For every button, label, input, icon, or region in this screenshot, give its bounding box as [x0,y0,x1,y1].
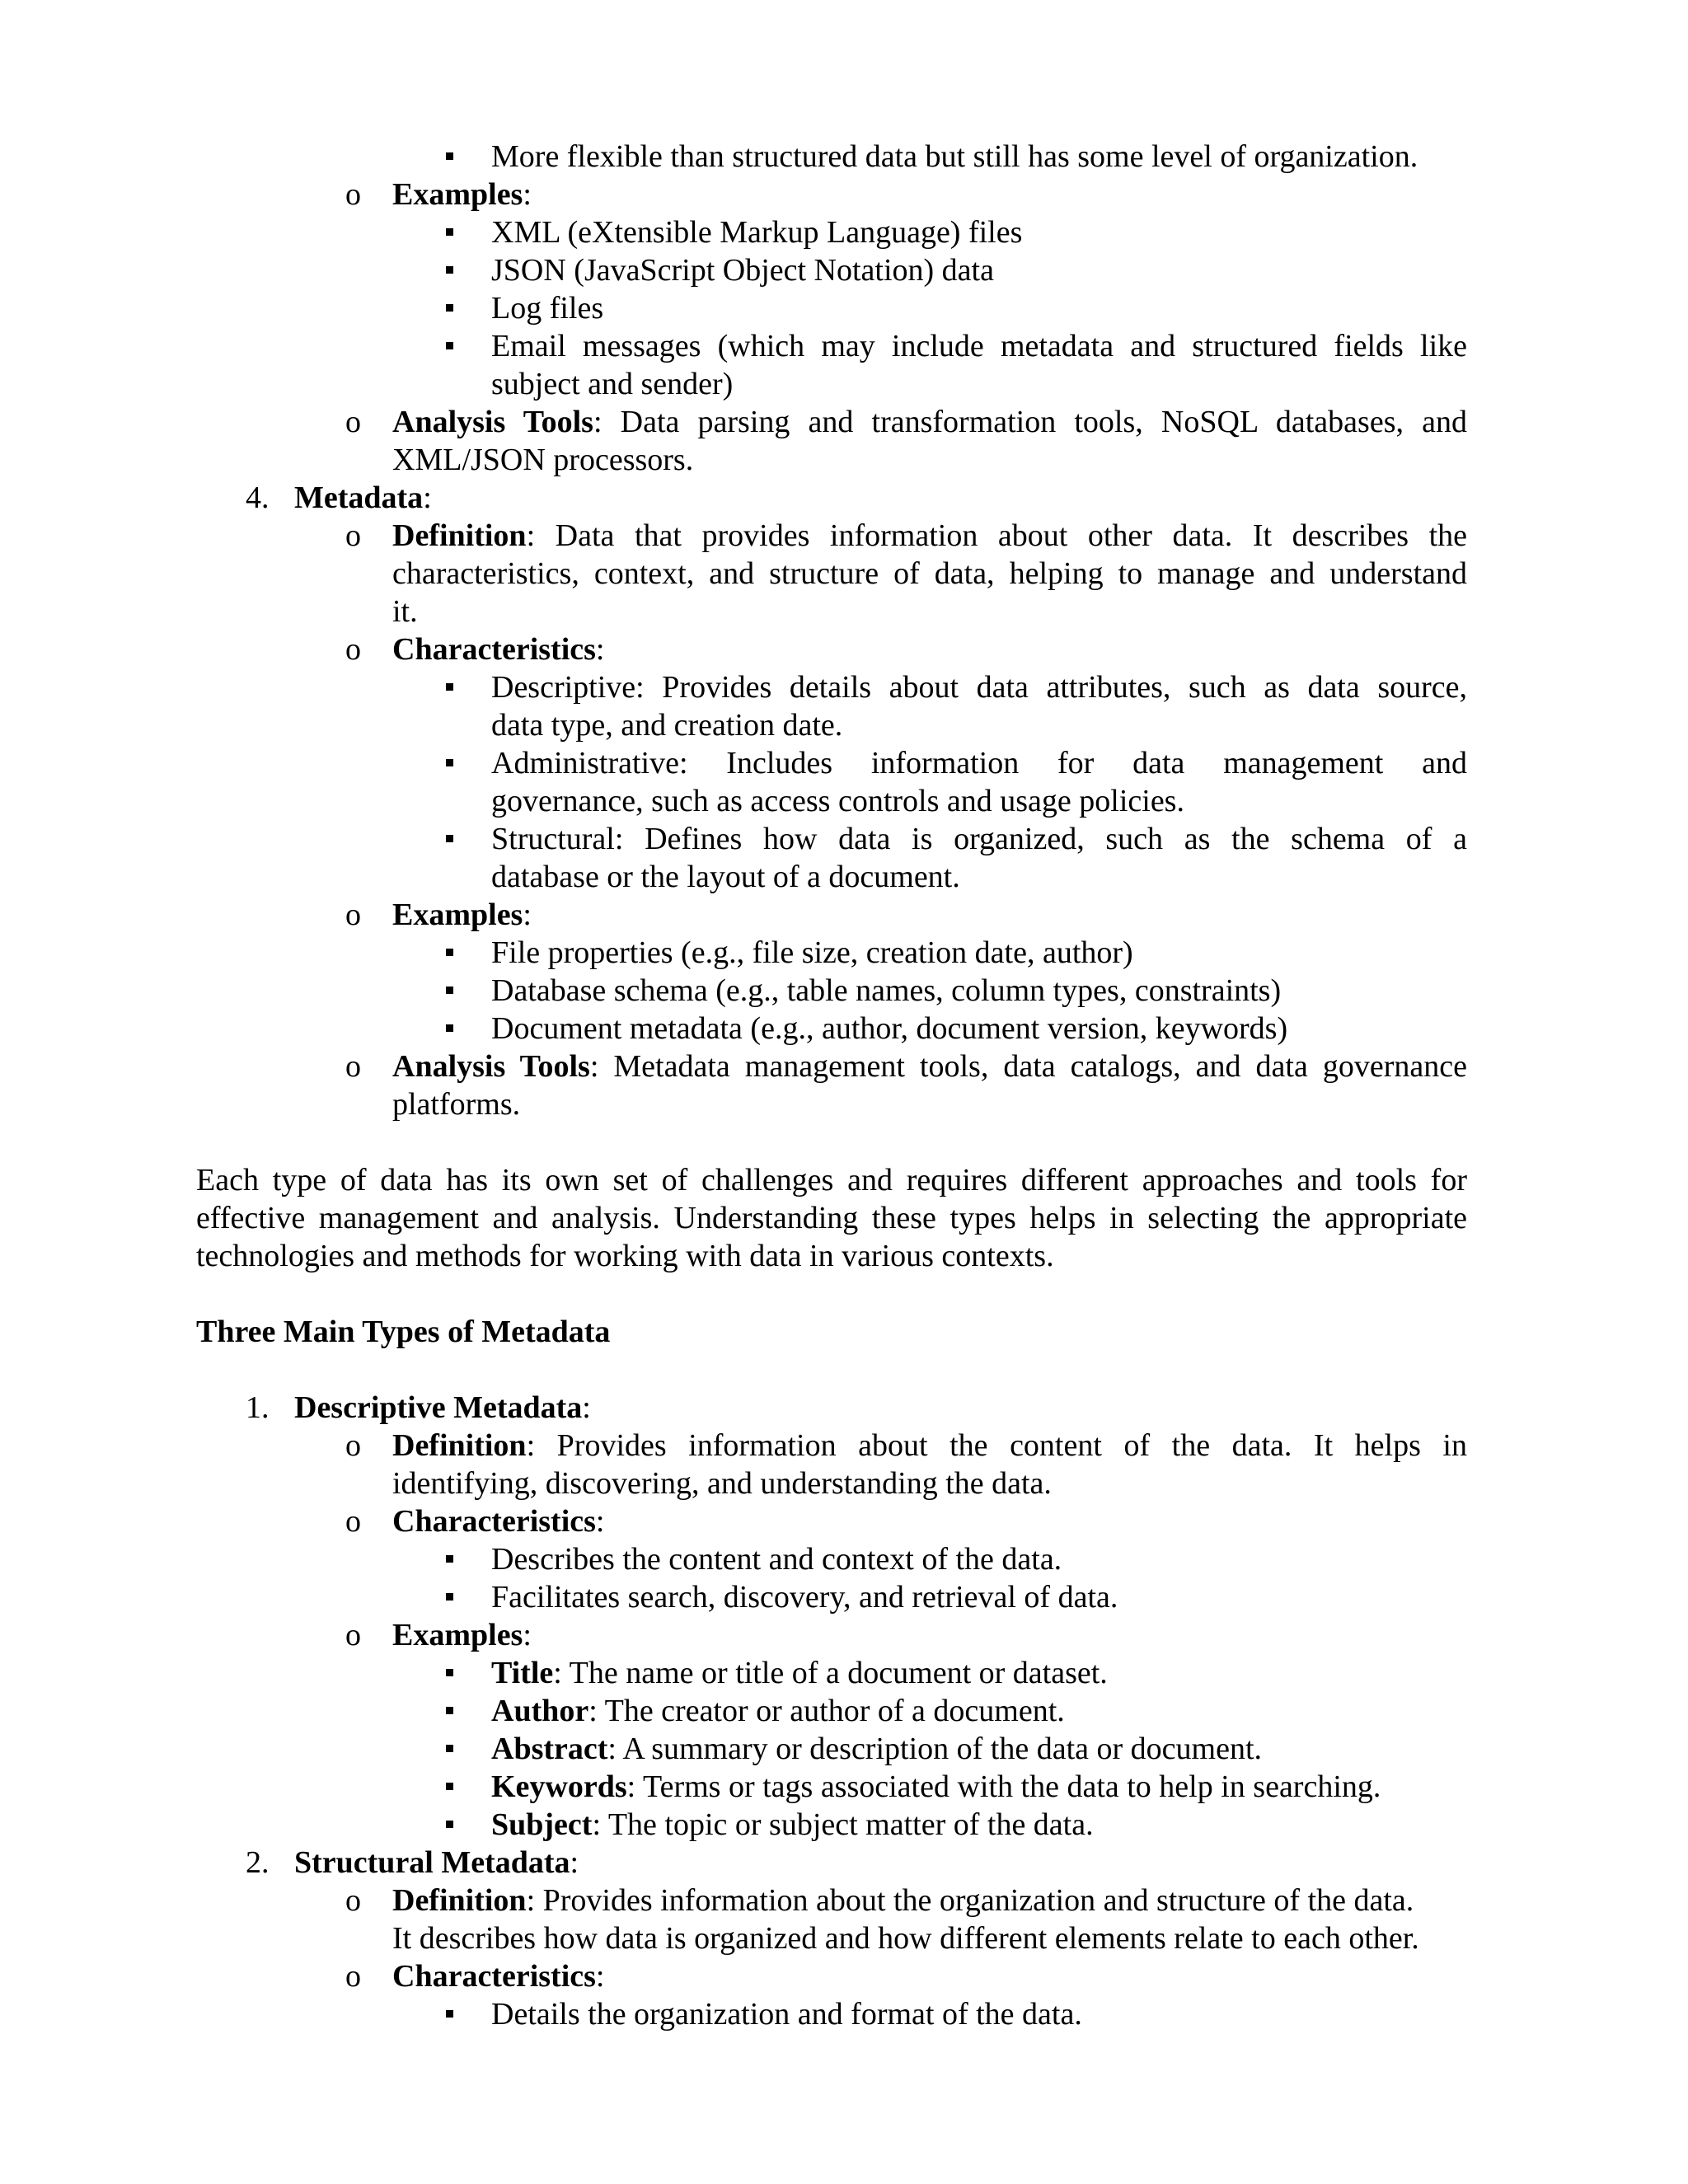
list-item: Document metadata (e.g., author, document version, keywords) [491,1011,1288,1046]
section-item-title: Structural Metadata: [294,1845,579,1880]
list-item-continuation: subject and sender) [491,367,734,401]
square-bullet-icon [446,342,453,349]
list-item: Characteristics: [392,632,605,667]
list-item: Characteristics: [392,1959,605,1994]
list-item: Details the organization and format of the data. [491,1997,1082,2032]
circle-bullet-icon: o [345,1883,361,1918]
square-bullet-icon [446,1707,453,1714]
list-item: Database schema (e.g., table names, column types, constraints) [491,973,1282,1008]
summary-paragraph: effective management and analysis. Understanding these types helps in selecting the appropriate [196,1201,1467,1235]
summary-paragraph: technologies and methods for working with data in various contexts. [196,1239,1054,1273]
list-item-continuation: data type, and creation date. [491,708,843,743]
definition-label: Definition [392,1428,527,1463]
list-item: Facilitates search, discovery, and retrieval of data. [491,1580,1118,1615]
circle-bullet-icon: o [345,405,361,439]
list-item: XML (eXtensible Markup Language) files [491,215,1023,250]
square-bullet-icon [446,1669,453,1676]
characteristics-label: Characteristics [392,1504,596,1539]
circle-bullet-icon: o [345,632,361,667]
square-bullet-icon [446,759,453,766]
list-item: Definition: Data that provides information about other data. It describes the [392,518,1467,553]
list-item-continuation: It describes how data is organized and how different elements relate to each other. [392,1921,1419,1956]
square-bullet-icon [446,949,453,956]
list-item: Analysis Tools: Data parsing and transformation tools, NoSQL databases, and [392,405,1467,439]
square-bullet-icon [446,1821,453,1828]
square-bullet-icon [446,228,453,236]
list-number: 4. [246,480,270,515]
list-item-continuation: XML/JSON processors. [392,443,694,477]
list-item: Examples: [392,898,532,932]
circle-bullet-icon: o [345,1959,361,1994]
list-item: Abstract: A summary or description of the data or document. [491,1732,1263,1766]
circle-bullet-icon: o [345,1618,361,1652]
list-item: Analysis Tools: Metadata management tools, data catalogs, and data governance [392,1049,1467,1084]
square-bullet-icon [446,152,453,160]
characteristics-label: Characteristics [392,632,596,667]
definition-label: Definition [392,518,527,553]
list-item: Structural: Defines how data is organized, such as the schema of a [491,822,1467,856]
list-item: Characteristics: [392,1504,605,1539]
section-item-title: Metadata: [294,480,432,515]
list-item-continuation: platforms. [392,1087,521,1122]
circle-bullet-icon: o [345,177,361,212]
list-item: Title: The name or title of a document or dataset. [491,1656,1108,1690]
list-item: Descriptive: Provides details about data attributes, such as data source, [491,670,1467,705]
square-bullet-icon [446,1783,453,1790]
list-item-continuation: database or the layout of a document. [491,860,960,894]
square-bullet-icon [446,266,453,274]
circle-bullet-icon: o [345,1504,361,1539]
list-item-continuation: identifying, discovering, and understanding the data. [392,1466,1052,1501]
list-item: Log files [491,291,604,326]
square-bullet-icon [446,1555,453,1563]
characteristics-label: Characteristics [392,1959,596,1994]
list-item: Administrative: Includes information for data management and [491,746,1467,780]
square-bullet-icon [446,1593,453,1601]
list-item: Definition: Provides information about the content of the data. It helps in [392,1428,1467,1463]
circle-bullet-icon: o [345,1049,361,1084]
list-item: File properties (e.g., file size, creation date, author) [491,935,1133,970]
circle-bullet-icon: o [345,1428,361,1463]
list-number: 2. [246,1845,270,1880]
list-item: Examples: [392,1618,532,1652]
circle-bullet-icon: o [345,518,361,553]
list-item: More flexible than structured data but still has some level of organization. [491,139,1418,174]
square-bullet-icon [446,987,453,994]
list-item: Describes the content and context of the data. [491,1542,1062,1577]
section-item-title: Descriptive Metadata: [294,1390,591,1425]
section-heading: Three Main Types of Metadata [196,1315,611,1349]
examples-label: Examples [392,177,523,212]
list-item: JSON (JavaScript Object Notation) data [491,253,994,288]
list-item-continuation: it. [392,594,418,629]
list-item: Author: The creator or author of a document. [491,1694,1065,1728]
analysis-tools-label: Analysis Tools [392,1049,590,1084]
summary-paragraph: Each type of data has its own set of challenges and requires different approaches and tools for [196,1163,1467,1197]
list-item: Subject: The topic or subject matter of the data. [491,1807,1094,1842]
definition-label: Definition [392,1883,527,1918]
list-number: 1. [246,1390,270,1425]
square-bullet-icon [446,304,453,312]
square-bullet-icon [446,2010,453,2018]
square-bullet-icon [446,1745,453,1752]
list-item-continuation: characteristics, context, and structure of data, helping to manage and understand [392,556,1467,591]
square-bullet-icon [446,1024,453,1032]
list-item: Examples: [392,177,532,212]
list-item-continuation: governance, such as access controls and usage policies. [491,784,1184,818]
examples-label: Examples [392,1618,523,1652]
list-item: Keywords: Terms or tags associated with the data to help in searching. [491,1769,1381,1804]
list-item: Definition: Provides information about the organization and structure of the data. [392,1883,1414,1918]
square-bullet-icon [446,683,453,691]
circle-bullet-icon: o [345,898,361,932]
list-item: Email messages (which may include metadata and structured fields like [491,329,1467,363]
square-bullet-icon [446,835,453,842]
examples-label: Examples [392,898,523,932]
analysis-tools-label: Analysis Tools [392,405,593,439]
